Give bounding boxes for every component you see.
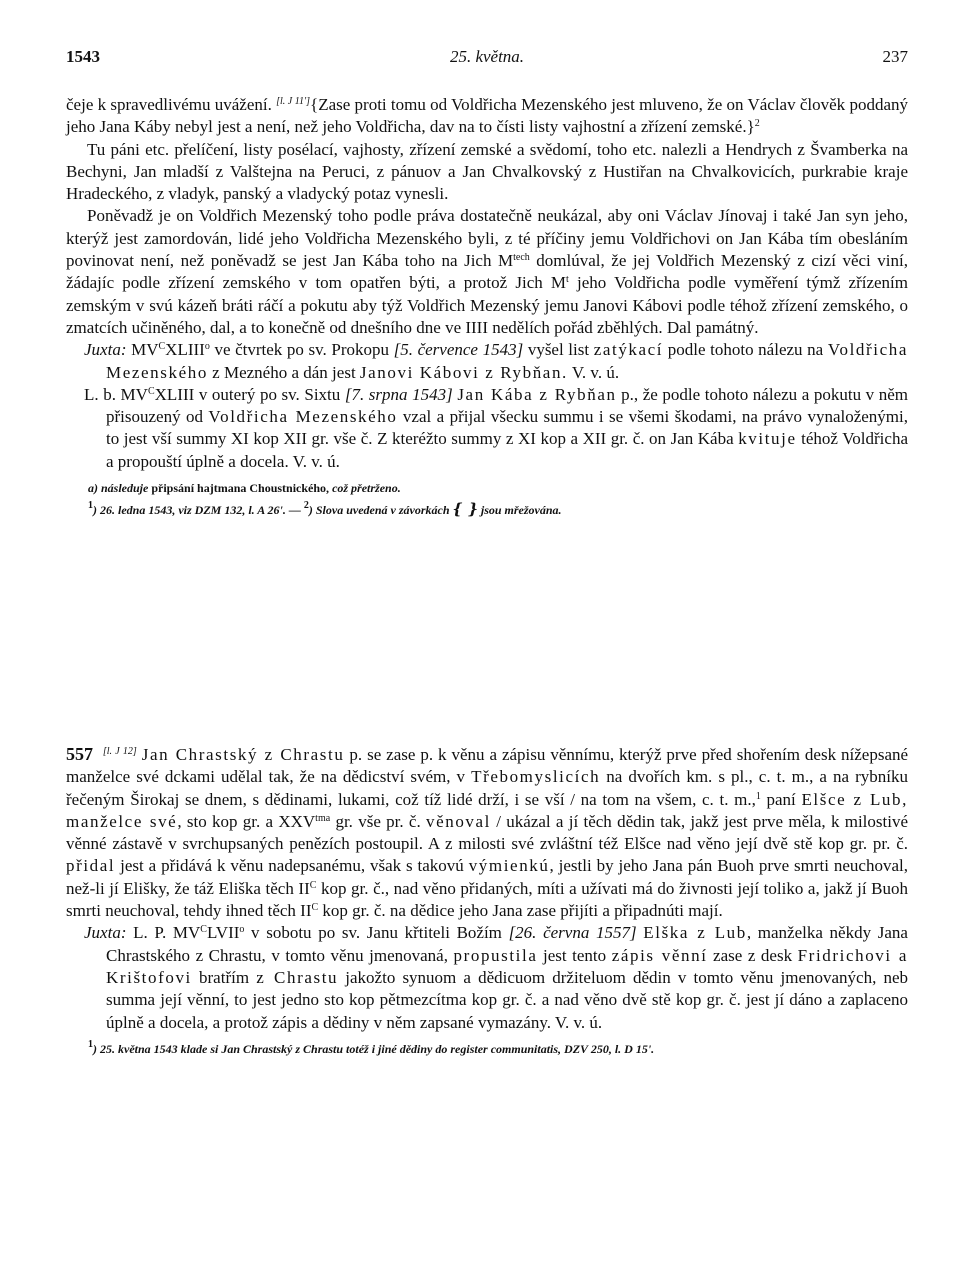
paragraph-3: Poněvadž je on Voldřich Mezenský toho podle práva dostatečně neukázal, aby oni Václav Jínovaj i také Jan syn jeho, kterýž jest zamordován, lidé jeho Voldřicha Mezenského byli, z té příčiny jemu Voldřichovi on Jan Kába tím obesláním povinovat není, než poněvadž se jest Jan Kába toho na Jich $M^{tech}$ domlúval, že jej Voldřich Mezenský z cizí věci viní, žádajíc podle zřízení zemského v tom opatřen býti, a protož Jich $M^t$ jeho Voldřicha podle vyměření týmž zřízením zemským v svú kázeň bráti ráčí a pokutu aby týž Voldřich Mezenský jemu Janovi Kábovi podle téhož zřízení zemského, o zmatcích učiněného, dal, a to konečně od dnešního dne ve IIII nedělích pořád zběhlých. Dal památný. — [66, 206, 908, 337]
upper-text-block — [66, 94, 908, 520]
brace-open-glyph: { — [452, 500, 463, 519]
page-header — [66, 46, 908, 70]
footnotes-1-2: $^1$) 26. ledna 1543, viz DZM 132, l. A 26'. — $^2$) Slova uvedená v závorkách { } jsou mřežována. — [88, 500, 562, 519]
paragraph-1: čeje k spravedlivému uvážení. [l. J 11']{Zase proti tomu od Voldřicha Mezenského jest mluveno, že on Václav člověk poddaný jeho Jana Káby nebyl jest a není, než jeho Voldřicha, dav na to čísti listy vajhostní a zřízení zemské.}$^2$ — [66, 95, 908, 137]
juxta-note-2: L. b. $MV^CXLIII$ v outerý po sv. Sixtu [7. srpna 1543] Jan Kába z Rybňan p., že podle tohoto nálezu a pokutu v něm přisouzený od Voldřicha Mezenského vzal a přijal všecku summu i se všemi škodami, na právo vynaloženými, to jest vší summy XI kop XII gr. vše č. Z kteréžto summy z XI kop a XII gr. č. on Jan Kába kvituje téhož Voldřicha a propouští úplně a docela. V. v. ú. — [84, 384, 909, 471]
header-year: 1543 — [66, 47, 100, 66]
footnote-a: a) následuje připsání hajtmana Choustnického, což přetrženo. — [88, 481, 401, 496]
page-number: 237 — [882, 47, 908, 66]
entry-557 — [66, 743, 908, 1059]
brace-close-glyph: } — [468, 500, 478, 519]
juxta-note-1: Juxta: $MV^CXLIII^o$ ve čtvrtek po sv. Prokopu [5. července 1543] vyšel list zatýkací podle tohoto nálezu na Voldřicha Mezenského z Mezného a dán jest Janovi Kábovi z Rybňan. V. v. ú. — [84, 340, 908, 382]
margin-reference-557: [l. J 12] — [102, 746, 137, 757]
margin-reference: [l. J 11'] — [276, 96, 311, 107]
entry-number: 557 — [66, 744, 93, 764]
entry-557-text: 557 [l. J 12] Jan Chrastský z Chrastu p. se zase p. k věnu a zápisu věnnímu, kterýž prve před shořením desk nížepsané manželce své dckami udělal tak, že na dědicství svém, v Třebomyslicích na dvořích km. s pl., c. t. m., a na rybníku řečeným Širokaj se dnem, s dědinami, lukami, což tíž lidé drží, i se vší / na tom na všem, c. t. m.,$^1$ paní Elšce z Lub, manželce své, sto kop gr. a $XXV^{tma}$ gr. vše pr. č. věnoval / ukázal a jí těch dědin tak, jakž jest prve měla, k milostivé věnné zástavě v svrchupsaných penězích postoupil. A z milosti své zvláštní též Elšce nad věno její dvě stě kop gr. pr. č. přidal jest a přidává k věnu nadepsanému, však s takovú výmienkú, jestli by jeho Jana pán Buoh prve smrti neuchoval, než-li jí Elišky, že táž Eliška těch $II^C$ kop gr. č., nad věno přidaných, míti a užívati má do živnosti její toliko a, jakž jí Buoh smrti neuchoval, tehdy ihned těch $II^C$ kop gr. č. na dědice jeho Jana zase přijíti a připadnúti mají. — [66, 744, 909, 921]
footnote-557: $^1$) 25. května 1543 klade si Jan Chrastský z Chrastu totéž i jiné dědiny do register communitatis, DZV 250, l. D 15'. — [88, 1038, 655, 1056]
paragraph-2: Tu páni etc. přelíčení, listy posélací, vajhosty, zřízení zemské a svědomí, toho etc. nalezli a Hendrych z Švamberka na Bechyni, Jan mladší z Valštejna na Peruci, z pánuov a Jan Chvalkovský z Hustiřan na Chvalkovicích, purkrabie kraje Hradeckého, z vladyk, panský a vladycký potaz vynesli. — [66, 139, 908, 204]
juxta-note-557: Juxta: L. P. $MV^CLVII^o$ v sobotu po sv. Janu křtiteli Božím [26. června 1557] Elška z Lub, manželka někdy Jana Chrastského z Chrastu, v tomto věnu jmenovaná, propustila jest tento zápis věnní zase z desk Fridrichovi a Krištofovi bratřím z Chrastu jakožto synuom a dědicuom držiteluom dědin v tomto věnu jmenovaných, neb summa její věnní, to jest jedno sto kop pětmezcítma kop gr. č. a nad věno dvě stě kop gr. č. jest jí dáno a zaplaceno úplně a docela, a protož zápis a dědiny v něm zapsané vymazány. V. v. ú. — [84, 923, 908, 1032]
footnote-ref: 2 — [754, 118, 760, 130]
header-date: 25. května. — [449, 47, 525, 66]
